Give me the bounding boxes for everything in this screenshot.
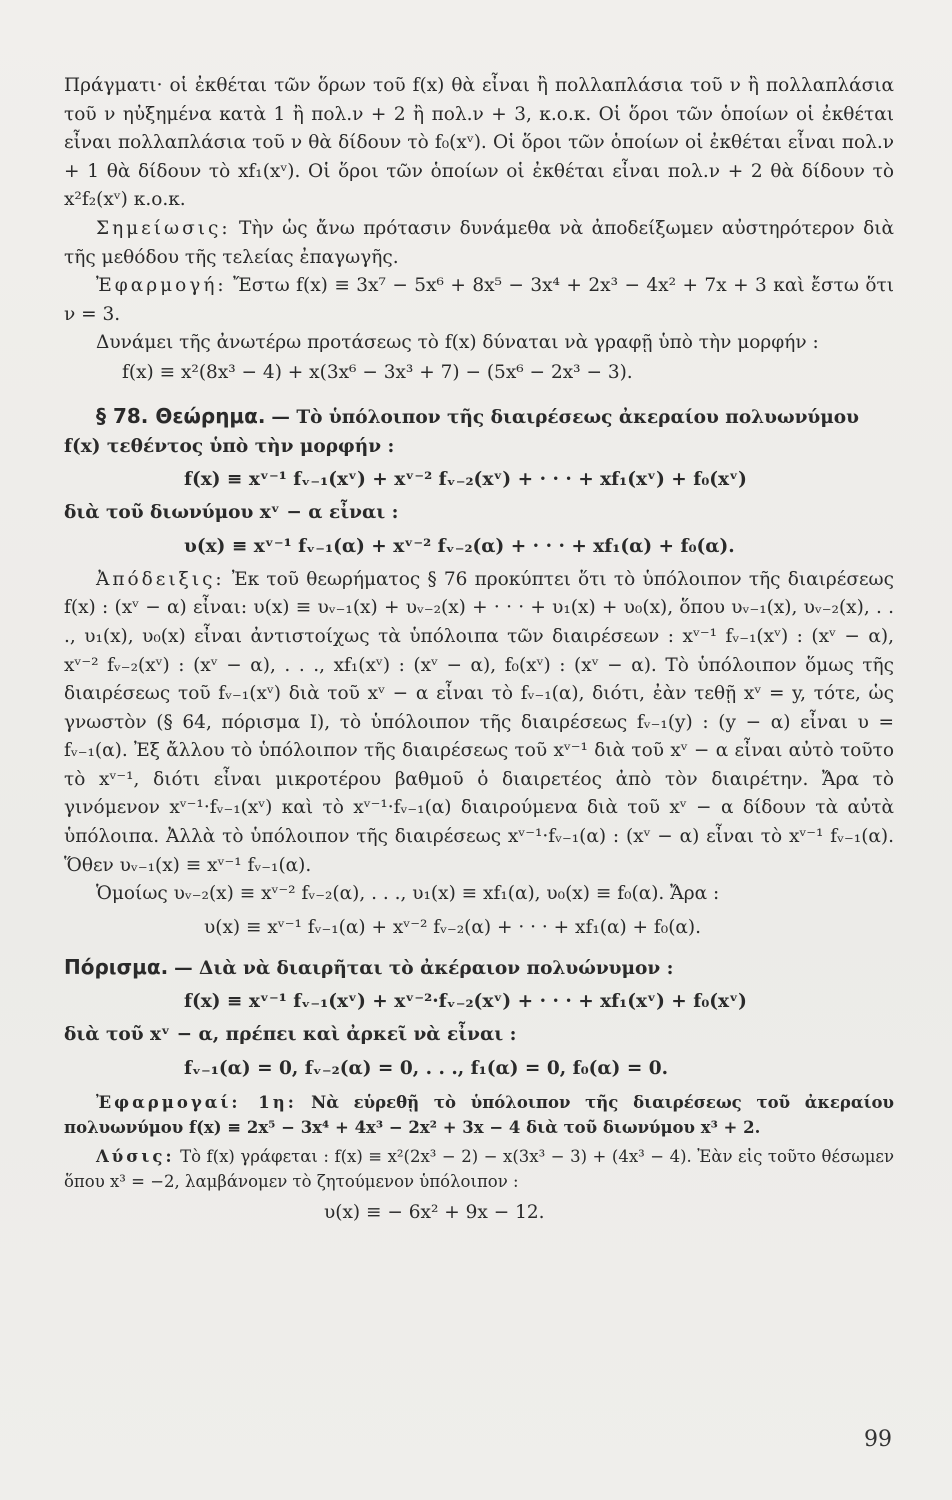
theorem-text: — Τὸ ὑπόλοιπον τῆς διαιρέσεως ἀκεραίου πολυωνύμου f(x) τεθέντος ὑπὸ τὴν μορφήν : — [64, 406, 859, 457]
applications-paragraph — [64, 1090, 894, 1140]
corollary-paragraph — [64, 953, 894, 984]
theorem-title: § 78. Θεώρημα. — [96, 403, 266, 428]
remark-text: Τὴν ὡς ἄνω πρότασιν δυνάμεθα νὰ ἀποδείξωμεν αὐστηρότερον διὰ τῆς μεθόδου τῆς τελείας ἐπαγωγῆς. — [64, 217, 894, 268]
solution-paragraph — [64, 1144, 894, 1194]
corollary-text: — Διὰ νὰ διαιρῆται τὸ ἀκέραιον πολυώνυμον : — [174, 957, 674, 979]
applications-label: Ἐφαρμογαί: 1η: — [96, 1093, 297, 1113]
corollary-equation-2: fᵥ₋₁(α) = 0, fᵥ₋₂(α) = 0, . . ., f₁(α) = 0, f₀(α) = 0. — [184, 1058, 669, 1080]
theorem-equation-1: f(x) ≡ xᵛ⁻¹ fᵥ₋₁(xᵛ) + xᵛ⁻² fᵥ₋₂(xᵛ) + · · · + xf₁(xᵛ) + f₀(xᵛ) — [184, 469, 747, 491]
solution-label: Λύσις: — [96, 1147, 175, 1167]
paragraph-intro: Πράγματι· οἱ ἐκθέται τῶν ὅρων τοῦ f(x) θὰ εἶναι ἢ πολλαπλάσια τοῦ ν ἢ πολλαπλάσια τοῦ ν ηὐξημένα κατὰ 1 ἢ πολ.ν + 2 ἢ πολ.ν + 3, κ.ο.κ. Οἱ ὅροι τῶν ὁποίων οἱ ἐκθέται εἶναι πολλαπλάσια τοῦ ν θὰ δίδουν τὸ f₀(xᵛ). Οἱ ὅροι τῶν ὁποίων οἱ ἐκθέται εἶναι πολ.ν + 1 θὰ δίδουν τὸ xf₁(xᵛ). Οἱ ὅροι τῶν ὁποίων οἱ ἐκθέται εἶναι πολ.ν + 2 θὰ δίδουν τὸ x²f₂(xᵛ) κ.ο.κ. — [64, 75, 894, 211]
similarly-paragraph: Ὁμοίως υᵥ₋₂(x) ≡ xᵛ⁻² fᵥ₋₂(α), . . ., υ₁(x) ≡ xf₁(α), υ₀(x) ≡ f₀(α). Ἄρα : — [96, 883, 720, 905]
similarly-equation: υ(x) ≡ xᵛ⁻¹ fᵥ₋₁(α) + xᵛ⁻² fᵥ₋₂(α) + · · · + xf₁(α) + f₀(α). — [204, 916, 701, 938]
solution-equation: υ(x) ≡ − 6x² + 9x − 12. — [324, 1202, 545, 1224]
application-label: Ἐφαρμογή: — [96, 275, 227, 297]
proof-paragraph — [64, 566, 894, 881]
application-paragraph — [64, 272, 894, 329]
remark-label: Σημείωσις: — [96, 217, 231, 239]
proof-label: Ἀπόδειξις: — [96, 568, 225, 590]
application-text: Ἔστω f(x) ≡ 3x⁷ − 5x⁶ + 8x⁵ − 3x⁴ + 2x³ − 4x² + 7x + 3 καὶ ἔστω ὅτι ν = 3. — [64, 275, 894, 325]
application-equation: f(x) ≡ x²(8x³ − 4) + x(3x⁶ − 3x³ + 7) − (5x⁶ − 2x³ − 3). — [122, 361, 633, 383]
corollary-equation-1: f(x) ≡ xᵛ⁻¹ fᵥ₋₁(xᵛ) + xᵛ⁻²·fᵥ₋₂(xᵛ) + · · · + xf₁(xᵛ) + f₀(xᵛ) — [184, 991, 747, 1013]
solution-text: Τὸ f(x) γράφεται : f(x) ≡ x²(2x³ − 2) − x(3x³ − 3) + (4x³ − 4). Ἐὰν εἰς τοῦτο θέσωμεν ὅπου x³ = −2, λαμβάνομεν τὸ ζητούμενον ὑπόλοιπον : — [64, 1147, 895, 1192]
theorem-equation-2: υ(x) ≡ xᵛ⁻¹ fᵥ₋₁(α) + xᵛ⁻² fᵥ₋₂(α) + · · · + xf₁(α) + f₀(α). — [184, 535, 735, 557]
theorem-text-2: διὰ τοῦ διωνύμου xᵛ − α εἶναι : — [64, 502, 399, 524]
applications-text: Νὰ εὑρεθῇ τὸ ὑπόλοιπον τῆς διαιρέσεως τοῦ ἀκεραίου πολυωνύμου f(x) ≡ 2x⁵ − 3x⁴ + 4x³ − 2x² + 3x − 4 διὰ τοῦ διωνύμου x³ + 2. — [64, 1093, 895, 1138]
remark-paragraph — [64, 215, 894, 272]
corollary-title: Πόρισμα. — [64, 954, 169, 979]
corollary-text-2: διὰ τοῦ xᵛ − α, πρέπει καὶ ἀρκεῖ νὰ εἶναι : — [64, 1024, 517, 1046]
page-number: 99 — [864, 1427, 892, 1452]
theorem-paragraph — [64, 402, 894, 461]
application-paragraph-2: Δυνάμει τῆς ἀνωτέρω προτάσεως τὸ f(x) δύναται νὰ γραφῇ ὑπὸ τὴν μορφήν : — [96, 332, 819, 354]
proof-text: Ἐκ τοῦ θεωρήματος § 76 προκύπτει ὅτι τὸ ὑπόλοιπον τῆς διαιρέσεως f(x) : (xᵛ − α) εἶναι: υ(x) ≡ υᵥ₋₁(x) + υᵥ₋₂(x) + · · · + υ₁(x) + υ₀(x), ὅπου υᵥ₋₁(x), υᵥ₋₂(x), . . ., υ₁(x), υ₀(x) εἶναι ἀντιστοίχως τὰ ὑπόλοιπα τῶν διαιρέσεων : xᵛ⁻¹ fᵥ₋₁(xᵛ) : (xᵛ − α), xᵛ⁻² fᵥ₋₂(xᵛ) : (xᵛ − α), . . ., xf₁(xᵛ) : (xᵛ − α), f₀(xᵛ) : (xᵛ − α). Τὸ ὑπόλοιπον ὅμως τῆς διαιρέσεως τοῦ fᵥ₋₁(xᵛ) διὰ τοῦ xᵛ − α εἶναι τὸ fᵥ₋₁(α), διότι, ἐὰν τεθῇ xᵛ = y, τότε, ὡς γνωστὸν (§ 64, πόρισμα I), τὸ ὑπόλοιπον τῆς διαιρέσεως fᵥ₋₁(y) : (y − α) εἶναι υ = fᵥ₋₁(α). Ἐξ ἄλλου τὸ ὑπόλοιπον τῆς διαιρέσεως τοῦ xᵛ⁻¹ διὰ τοῦ xᵛ − α εἶναι αὐτὸ τοῦτο τὸ xᵛ⁻¹, διότι εἶναι μικροτέρου βαθμοῦ ὁ διαιρετέος ἀπὸ τὸν διαιρέτην. Ἄρα τὸ γινόμενον xᵛ⁻¹·fᵥ₋₁(xᵛ) καὶ τὸ xᵛ⁻¹·fᵥ₋₁(α) διαιρούμενα διὰ τοῦ xᵛ − α δίδουν τὰ αὐτὰ ὑπόλοιπα. Ἀλλὰ τὸ ὑπόλοιπον τῆς διαιρέσεως xᵛ⁻¹·fᵥ₋₁(α) : (xᵛ − α) εἶναι τὸ xᵛ⁻¹ fᵥ₋₁(α). Ὅθεν υᵥ₋₁(x) ≡ xᵛ⁻¹ fᵥ₋₁(α). — [64, 568, 894, 876]
